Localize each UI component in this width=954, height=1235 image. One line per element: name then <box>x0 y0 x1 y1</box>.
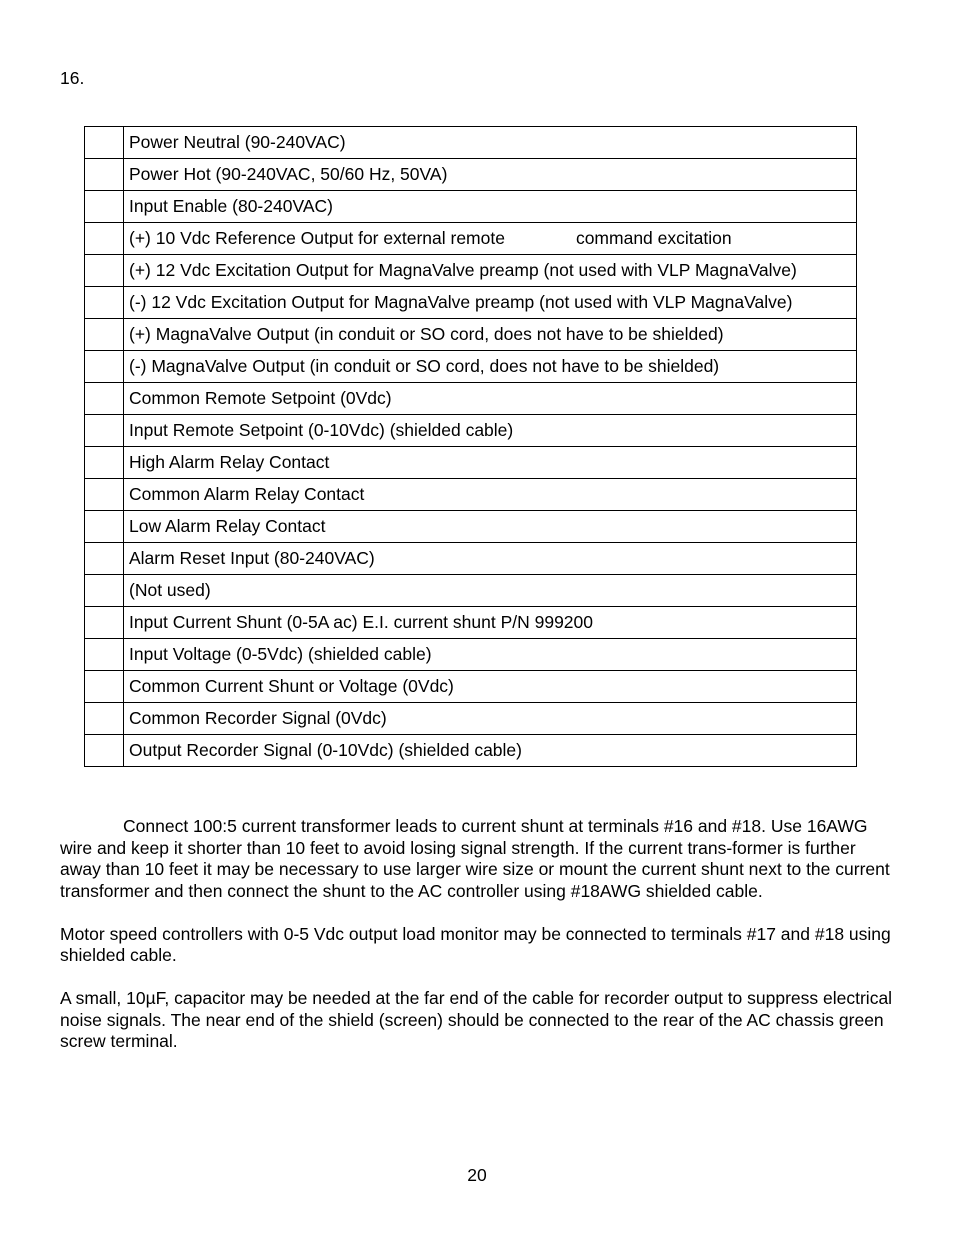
terminal-number <box>85 479 124 511</box>
terminal-description: Input Remote Setpoint (0-10Vdc) (shielded cable) <box>124 415 857 447</box>
terminal-description: Input Enable (80-240VAC) <box>124 191 857 223</box>
table-row <box>85 575 857 607</box>
terminal-description: Input Voltage (0-5Vdc) (shielded cable) <box>124 639 857 671</box>
terminal-number <box>85 671 124 703</box>
table-row <box>85 319 857 351</box>
table-row <box>85 511 857 543</box>
terminal-description: Common Remote Setpoint (0Vdc) <box>124 383 857 415</box>
terminal-description: Output Recorder Signal (0-10Vdc) (shielded cable) <box>124 735 857 767</box>
terminal-description: Power Neutral (90-240VAC) <box>124 127 857 159</box>
terminal-description: (+) 12 Vdc Excitation Output for MagnaValve preamp (not used with VLP MagnaValve) <box>124 255 857 287</box>
table-row <box>85 127 857 159</box>
notes-section <box>60 816 900 1074</box>
table-row <box>85 639 857 671</box>
table-row <box>85 415 857 447</box>
table-row <box>85 223 857 255</box>
table-row <box>85 383 857 415</box>
terminal-number <box>85 447 124 479</box>
terminal-description: High Alarm Relay Contact <box>124 447 857 479</box>
terminal-table <box>84 126 857 767</box>
terminal-number <box>85 287 124 319</box>
terminal-description: Common Recorder Signal (0Vdc) <box>124 703 857 735</box>
terminal-description: Power Hot (90-240VAC, 50/60 Hz, 50VA) <box>124 159 857 191</box>
note-paragraph-current-shunt: Connect 100:5 current transformer leads to current shunt at terminals #16 and #18. Use 16AWG wire and keep it shorter than 10 feet to avoid losing signal strength. If the current trans-former is further away than 10 feet it may be necessary to use larger wire size or mount the current shunt next to the current transformer and then connect the shunt to the AC controller using #18AWG shielded cable. <box>60 816 890 901</box>
terminal-number <box>85 703 124 735</box>
terminal-number <box>85 383 124 415</box>
terminal-number <box>85 191 124 223</box>
terminal-number <box>85 735 124 767</box>
terminal-number <box>85 415 124 447</box>
terminal-description-tail: command excitation <box>575 228 732 248</box>
section-number: 16. <box>60 68 85 88</box>
terminal-number <box>85 127 124 159</box>
table-row <box>85 447 857 479</box>
page-number: 20 <box>467 1165 487 1185</box>
table-row <box>85 735 857 767</box>
note-paragraph-motor-speed: Motor speed controllers with 0-5 Vdc output load monitor may be connected to terminals #17 and #18 using shielded cable. <box>60 923 891 965</box>
table-row <box>85 159 857 191</box>
table-row <box>85 287 857 319</box>
terminal-number <box>85 511 124 543</box>
table-row <box>85 191 857 223</box>
terminal-number <box>85 319 124 351</box>
terminal-description: Common Alarm Relay Contact <box>124 479 857 511</box>
terminal-description: (+) MagnaValve Output (in conduit or SO cord, does not have to be shielded) <box>124 319 857 351</box>
terminal-description: Alarm Reset Input (80-240VAC) <box>124 543 857 575</box>
terminal-description: (-) 12 Vdc Excitation Output for MagnaValve preamp (not used with VLP MagnaValve) <box>124 287 857 319</box>
table-row <box>85 703 857 735</box>
table-row <box>85 671 857 703</box>
terminal-description: Common Current Shunt or Voltage (0Vdc) <box>124 671 857 703</box>
terminal-number <box>85 159 124 191</box>
terminal-description: (Not used) <box>124 575 857 607</box>
terminal-number <box>85 223 124 255</box>
terminal-description: (-) MagnaValve Output (in conduit or SO cord, does not have to be shielded) <box>124 351 857 383</box>
terminal-number <box>85 639 124 671</box>
terminal-number <box>85 255 124 287</box>
terminal-description: (+) 10 Vdc Reference Output for external remote <box>129 228 505 248</box>
table-row <box>85 351 857 383</box>
terminal-number <box>85 575 124 607</box>
table-row <box>85 607 857 639</box>
terminal-number <box>85 543 124 575</box>
table-row <box>85 479 857 511</box>
terminal-number <box>85 351 124 383</box>
table-row <box>85 255 857 287</box>
terminal-number <box>85 607 124 639</box>
table-row <box>85 543 857 575</box>
note-paragraph-capacitor: A small, 10µF, capacitor may be needed at the far end of the cable for recorder output to suppress electrical noise signals. The near end of the shield (screen) should be connected to the rear of the AC chassis green screw terminal. <box>60 988 893 1051</box>
terminal-description: Input Current Shunt (0-5A ac) E.I. current shunt P/N 999200 <box>124 607 857 639</box>
terminal-description: Low Alarm Relay Contact <box>124 511 857 543</box>
terminal-description-cell <box>124 223 857 255</box>
